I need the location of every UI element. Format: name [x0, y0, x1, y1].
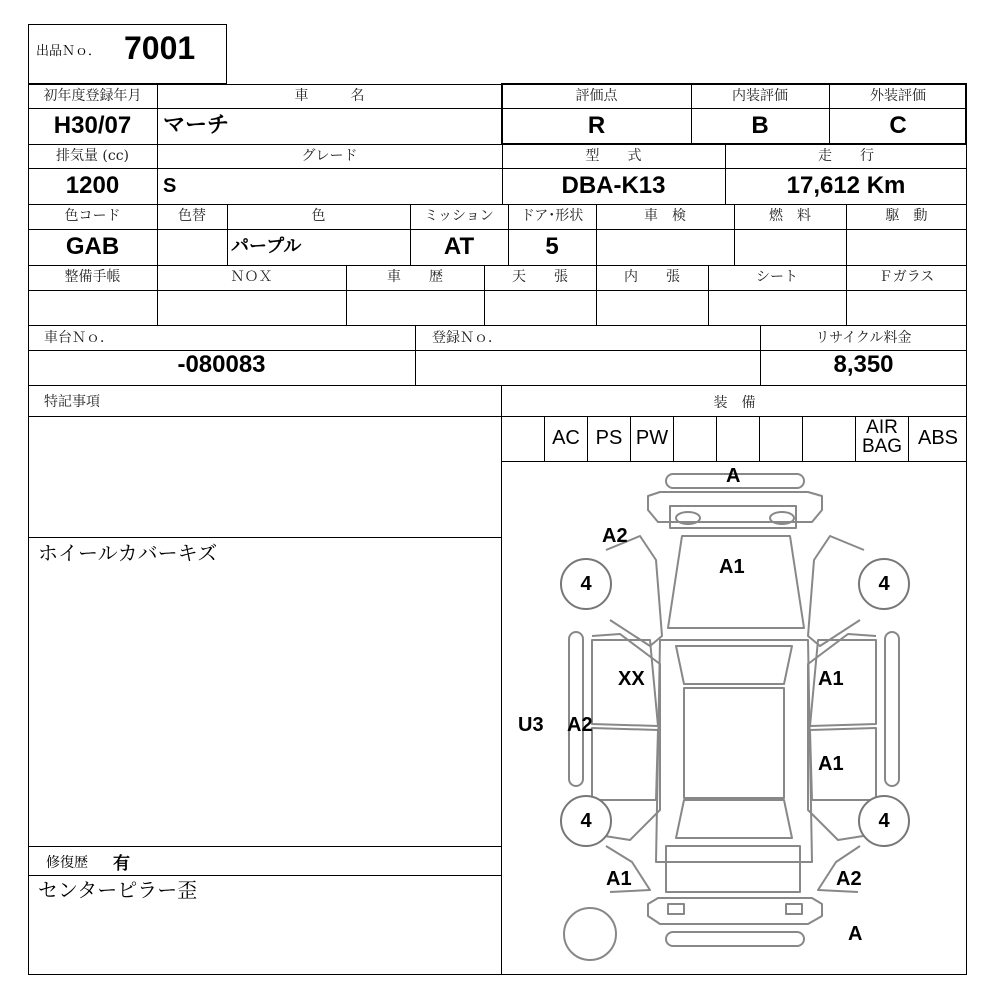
grade-label: グレード — [301, 148, 358, 164]
seat-label: シート — [756, 269, 798, 285]
roof — [684, 688, 784, 798]
front-fender-right — [808, 536, 864, 646]
equipment-ps: PS — [595, 427, 623, 449]
color-label: 色 — [311, 208, 326, 224]
damage-mark-left-sill: U3 — [518, 714, 544, 736]
model-label: 型 式 — [585, 148, 642, 164]
color-change-value — [157, 229, 227, 265]
tire-rear-left: 4 — [560, 795, 612, 847]
sill-left — [569, 632, 583, 786]
notes-line-1: ホイールカバーキズ — [38, 541, 218, 565]
repair-history-label: 修復歴 — [46, 855, 88, 871]
drive-label: 駆 動 — [885, 208, 928, 224]
equipment-airbag — [856, 418, 908, 456]
reg-date-label: 初年度登録年月 — [43, 88, 142, 104]
color-value: パープル — [231, 236, 302, 257]
equipment-label: 装 備 — [713, 395, 756, 411]
door-shape-label: ドア･形状 — [520, 208, 584, 224]
damage-mark-left-center: A2 — [567, 714, 593, 736]
tire-rear-right: 4 — [858, 795, 910, 847]
tire-front-left: 4 — [560, 558, 612, 610]
equipment-abs: ABS — [917, 427, 959, 449]
inner-lining-label: 内 張 — [624, 269, 680, 285]
chassis-no-value: -080083 — [177, 351, 266, 378]
front-glass-label: Ｆガラス — [878, 269, 935, 285]
damage-mark-left-front-door: XX — [618, 668, 645, 690]
chassis-no-label: 車台Ｎｏ． — [44, 330, 114, 346]
mileage-value: 17,612 Km — [786, 172, 906, 199]
rear-window — [676, 800, 792, 838]
interior-grade-value: B — [751, 112, 769, 139]
notes-label: 特記事項 — [44, 394, 100, 410]
inspection-label: 車 検 — [644, 208, 686, 224]
car-name-value: マーチ — [163, 113, 230, 138]
airbag-line-1: AIR — [866, 417, 898, 438]
spare-tire — [564, 908, 616, 960]
airbag-line-2: BAG — [861, 436, 903, 457]
damage-mark-right-rear-door: A1 — [818, 753, 844, 775]
vehicle-history-label: 車 歴 — [387, 269, 443, 285]
damage-mark-rear-fender-right: A2 — [836, 868, 862, 890]
displacement-label: 排気量 (cc) — [55, 148, 130, 164]
damage-mark-hood: A1 — [719, 556, 745, 578]
cabin-outline — [656, 640, 812, 862]
color-change-label: 色替 — [178, 208, 206, 224]
rear-bumper-bar — [666, 932, 804, 946]
lot-label: 出品Ｎｏ． — [36, 44, 102, 59]
color-code-value: GAB — [65, 233, 120, 260]
displacement-value: 1200 — [65, 172, 120, 199]
registration-no-label: 登録Ｎｏ． — [432, 330, 502, 346]
grade-value: S — [163, 175, 177, 197]
rear-lamp-right — [786, 904, 802, 914]
rear-bumper — [648, 898, 822, 924]
recycle-fee-label: リサイクル料金 — [815, 330, 912, 346]
door-shape-value: 5 — [545, 233, 559, 260]
score-label: 評価点 — [575, 88, 618, 104]
mission-label: ミッション — [424, 208, 494, 224]
windshield — [676, 646, 792, 684]
front-fender-left — [606, 536, 662, 646]
mileage-label: 走 行 — [818, 148, 874, 164]
rear-hatch — [666, 846, 800, 892]
lot-number: 7001 — [124, 30, 196, 66]
interior-grade-label: 内装評価 — [732, 88, 788, 104]
color-code-label: 色コード — [64, 208, 121, 224]
reg-date-value: H30/07 — [53, 112, 132, 139]
nox-label: ＮＯＸ — [230, 269, 273, 285]
damage-mark-rear-bumper: A — [848, 923, 863, 945]
damage-mark-rear-fender-left: A1 — [606, 868, 632, 890]
recycle-fee-value: 8,350 — [833, 351, 894, 378]
mission-value: AT — [443, 233, 475, 260]
model-value: DBA-K13 — [561, 172, 666, 199]
damage-mark-right-front-door: A1 — [818, 668, 844, 690]
damage-mark-front-bumper: A — [726, 465, 741, 487]
hood — [668, 536, 804, 628]
door-left-rear — [592, 728, 658, 800]
damage-mark-front-fender-left: A2 — [602, 525, 628, 547]
roof-lining-label: 天 張 — [512, 269, 568, 285]
equipment-ac: AC — [552, 427, 580, 449]
tire-front-right: 4 — [858, 558, 910, 610]
car-name-label: 車 名 — [294, 88, 365, 104]
sill-right — [885, 632, 899, 786]
score-value: R — [587, 112, 606, 139]
fuel-label: 燃 料 — [769, 208, 811, 224]
repair-history-value: 有 — [113, 854, 130, 874]
equipment-pw: PW — [635, 427, 669, 449]
maintenance-book-label: 整備手帳 — [64, 269, 121, 285]
exterior-grade-label: 外装評価 — [870, 88, 926, 104]
exterior-grade-value: C — [889, 112, 907, 139]
repair-note: センターピラー歪 — [38, 878, 198, 902]
rear-lamp-left — [668, 904, 684, 914]
